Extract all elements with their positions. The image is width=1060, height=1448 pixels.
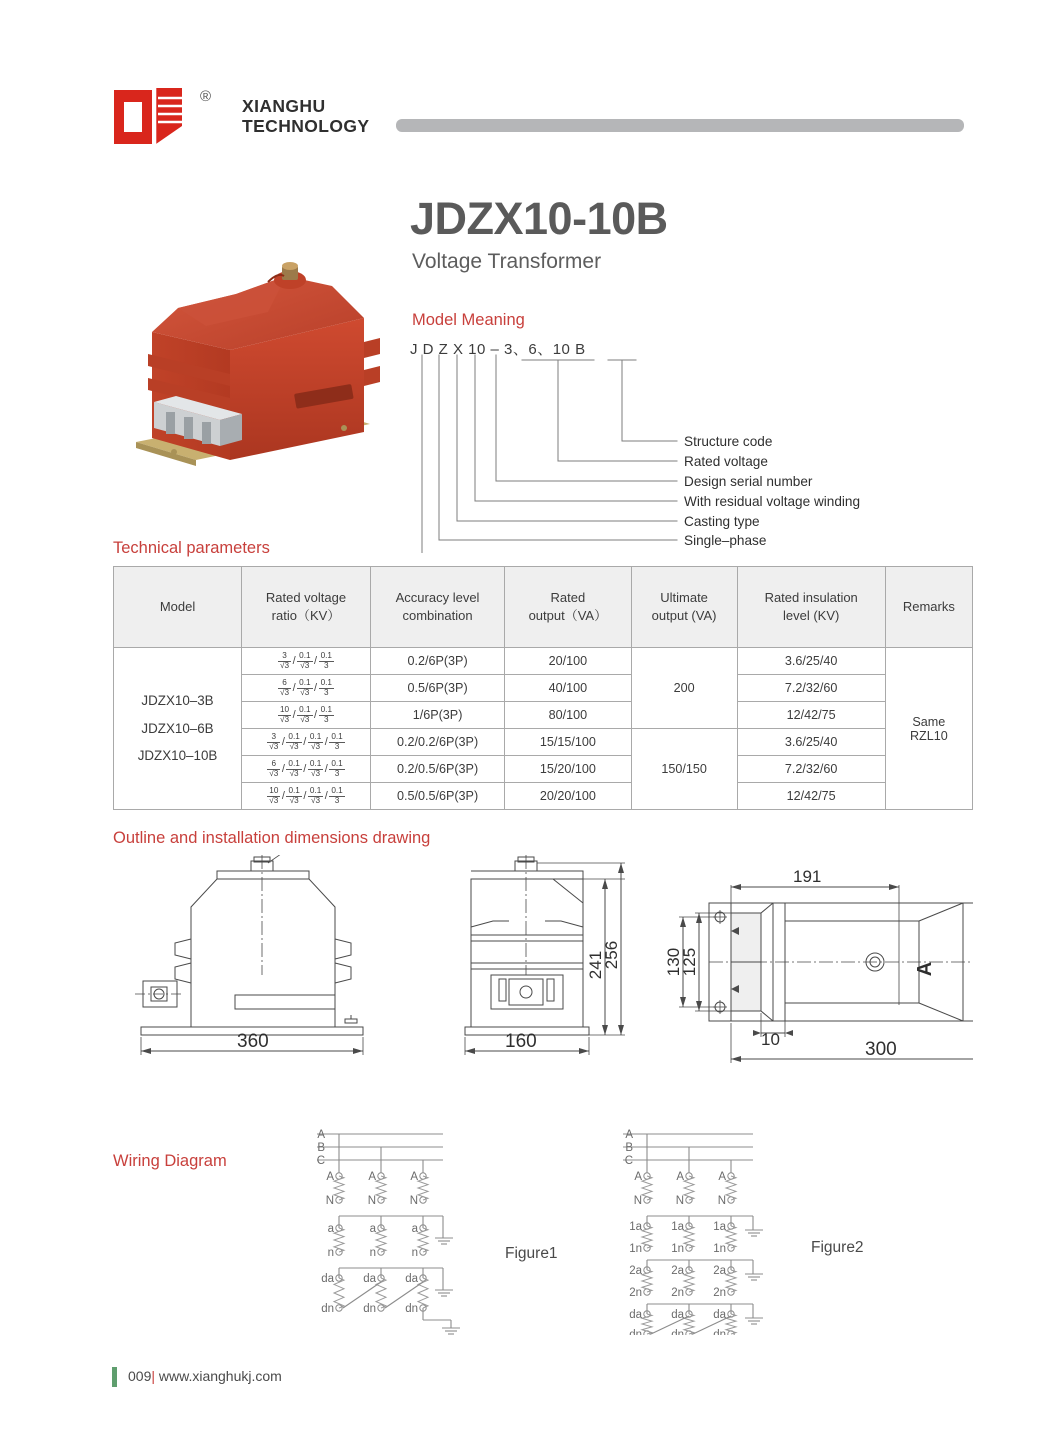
cell-rated-output: 20/20/100	[505, 783, 631, 810]
cell-insulation: 7.2/32/60	[737, 675, 885, 702]
cell-insulation: 7.2/32/60	[737, 756, 885, 783]
footer-accent-tick	[112, 1367, 117, 1387]
col-model: Model	[114, 567, 242, 648]
terminal-label-2a: 2a	[713, 1265, 726, 1277]
cell-ratio: $\frac{10}{√3}$ / $\frac{0.1}{√3}$ / $\frac{0.1}{√3}$ / $\frac{0.1}{3}$	[242, 783, 371, 810]
wiring-figure-2	[623, 1134, 763, 1335]
cell-insulation: 12/42/75	[737, 783, 885, 810]
section-heading-outline: Outline and installation dimensions drawing	[113, 829, 431, 847]
terminal-label-dn: dn	[713, 1329, 726, 1335]
phase-label-A: A	[625, 1129, 633, 1141]
brand-name	[242, 97, 369, 136]
cell-insulation: 3.6/25/40	[737, 729, 885, 756]
model-legend-6	[684, 552, 803, 553]
phase-label-B: B	[625, 1142, 633, 1154]
model-legend-1: Rated voltage	[684, 454, 768, 469]
section-mark-a: A	[914, 961, 936, 977]
phase-label-B: B	[317, 1142, 325, 1154]
table-row	[114, 729, 973, 756]
terminal-label-2a: 2a	[671, 1265, 684, 1277]
wiring-figure-1	[317, 1134, 460, 1334]
product-photo	[118, 246, 408, 486]
drawing-side-view	[135, 855, 363, 1055]
col-rated-insulation: Rated insulation level (KV)	[737, 567, 885, 648]
dim-top-length-outer: 300	[865, 1039, 897, 1060]
header-decorative-bar	[396, 119, 964, 132]
outline-drawings	[113, 855, 973, 1085]
table-body	[114, 648, 973, 810]
cell-accuracy: 0.5/6P(3P)	[370, 675, 504, 702]
terminal-label-A: A	[368, 1171, 376, 1183]
terminal-label-a: a	[327, 1223, 334, 1235]
footer-page-number: 009	[128, 1368, 152, 1384]
dim-side-width: 360	[237, 1031, 269, 1052]
brand-logo	[112, 86, 369, 148]
terminal-label-A: A	[410, 1171, 418, 1183]
footer-separator: |	[151, 1368, 155, 1384]
cell-accuracy: 0.5/0.5/6P(3P)	[370, 783, 504, 810]
cell-rated-output: 40/100	[505, 675, 631, 702]
terminal-label-A: A	[718, 1171, 726, 1183]
table-row	[114, 675, 973, 702]
technical-parameters-table	[113, 566, 973, 810]
page-header	[112, 86, 992, 156]
cell-rated-output: 15/15/100	[505, 729, 631, 756]
terminal-label-dn: dn	[671, 1329, 684, 1335]
page-footer	[0, 1367, 1060, 1389]
dim-front-height-outer: 256	[602, 940, 621, 970]
cell-ultimate-output: 200	[631, 648, 737, 729]
terminal-label-A: A	[676, 1171, 684, 1183]
dim-top-height-outer: 130	[664, 947, 683, 977]
terminal-label-dn: dn	[321, 1303, 334, 1315]
section-heading-model-meaning: Model Meaning	[412, 311, 525, 329]
terminal-label-da: da	[629, 1309, 642, 1321]
model-meaning-diagram	[405, 338, 965, 553]
table-row	[114, 648, 973, 675]
terminal-label-2a: 2a	[629, 1265, 642, 1277]
cell-rated-output: 15/20/100	[505, 756, 631, 783]
model-legend-4: Casting type	[684, 514, 760, 529]
cell-accuracy: 0.2/0.2/6P(3P)	[370, 729, 504, 756]
page-subtitle: Voltage Transformer	[412, 250, 602, 273]
col-remarks: Remarks	[885, 567, 972, 648]
dim-front-width: 160	[505, 1031, 537, 1052]
table-row	[114, 756, 973, 783]
terminal-label-a: a	[411, 1223, 418, 1235]
terminal-label-1n: 1n	[713, 1243, 726, 1255]
footer-text	[128, 1368, 282, 1384]
terminal-label-N: N	[633, 1195, 642, 1207]
registered-mark-icon: ®	[200, 88, 212, 105]
table-header-row	[114, 567, 973, 648]
terminal-label-1n: 1n	[629, 1243, 642, 1255]
terminal-label-1a: 1a	[713, 1221, 726, 1233]
cell-ratio: $\frac{3}{√3}$ / $\frac{0.1}{√3}$ / $\frac{0.1}{√3}$ / $\frac{0.1}{3}$	[242, 729, 371, 756]
section-heading-technical-parameters: Technical parameters	[113, 539, 270, 557]
footer-website: www.xianghukj.com	[158, 1368, 282, 1384]
terminal-label-dn: dn	[405, 1303, 418, 1315]
terminal-label-n: n	[411, 1247, 418, 1259]
cell-insulation: 12/42/75	[737, 702, 885, 729]
cell-ratio: $\frac{6}{√3}$ / $\frac{0.1}{√3}$ / $\frac{0.1}{√3}$ / $\frac{0.1}{3}$	[242, 756, 371, 783]
xianghu-logo-icon	[112, 86, 212, 148]
figure1-label: Figure1	[505, 1245, 558, 1262]
terminal-label-2n: 2n	[629, 1287, 642, 1299]
cell-ratio: $\frac{3}{√3}$ / $\frac{0.1}{√3}$ / $\frac{0.1}{3}$	[242, 648, 371, 675]
brand-name-line1: XIANGHU	[242, 96, 326, 117]
cell-accuracy: 1/6P(3P)	[370, 702, 504, 729]
cell-model: JDZX10–3B JDZX10–6B JDZX10–10B	[114, 648, 242, 810]
terminal-label-1a: 1a	[671, 1221, 684, 1233]
dim-top-length-inner: 191	[793, 867, 822, 886]
phase-label-A: A	[317, 1129, 325, 1141]
model-legend-3: With residual voltage winding	[684, 494, 861, 509]
terminal-label-1n: 1n	[671, 1243, 684, 1255]
terminal-label-1a: 1a	[629, 1221, 642, 1233]
terminal-label-da: da	[405, 1273, 418, 1285]
terminal-label-A: A	[326, 1171, 334, 1183]
cell-accuracy: 0.2/6P(3P)	[370, 648, 504, 675]
cell-rated-output: 20/100	[505, 648, 631, 675]
terminal-label-A: A	[634, 1171, 642, 1183]
model-legend-5: Single–phase	[684, 533, 767, 548]
cell-remarks: Same RZL10	[885, 648, 972, 810]
terminal-label-da: da	[671, 1309, 684, 1321]
dim-top-height-inner: 125	[680, 947, 699, 977]
col-accuracy-level: Accuracy level combination	[370, 567, 504, 648]
table-row	[114, 702, 973, 729]
terminal-label-N: N	[717, 1195, 726, 1207]
terminal-label-n: n	[327, 1247, 334, 1259]
model-legend-0: Structure code	[684, 434, 773, 449]
page-title: JDZX10-10B	[410, 193, 668, 244]
terminal-label-N: N	[675, 1195, 684, 1207]
terminal-label-da: da	[363, 1273, 376, 1285]
terminal-label-dn: dn	[363, 1303, 376, 1315]
terminal-label-2n: 2n	[713, 1287, 726, 1299]
cell-rated-output: 80/100	[505, 702, 631, 729]
terminal-label-da: da	[321, 1273, 334, 1285]
col-ultimate-output: Ultimate output (VA)	[631, 567, 737, 648]
wiring-diagrams	[113, 1120, 973, 1335]
section-heading-wiring: Wiring Diagram	[113, 1152, 227, 1170]
terminal-label-N: N	[367, 1195, 376, 1207]
terminal-label-n: n	[369, 1247, 376, 1259]
terminal-label-N: N	[325, 1195, 334, 1207]
model-legend-2: Design serial number	[684, 474, 813, 489]
table-row	[114, 783, 973, 810]
col-rated-output: Rated output（VA）	[505, 567, 631, 648]
col-rated-voltage-ratio: Rated voltage ratio（KV）	[242, 567, 371, 648]
terminal-label-a: a	[369, 1223, 376, 1235]
terminal-label-2n: 2n	[671, 1287, 684, 1299]
dim-top-offset: 10	[761, 1030, 780, 1049]
terminal-label-da: da	[713, 1309, 726, 1321]
brand-name-line2: TECHNOLOGY	[242, 116, 370, 136]
terminal-label-N: N	[409, 1195, 418, 1207]
figure2-label: Figure2	[811, 1239, 864, 1256]
cell-ultimate-output: 150/150	[631, 729, 737, 810]
cell-accuracy: 0.2/0.5/6P(3P)	[370, 756, 504, 783]
model-code-string: J D Z X 10 – 3、6、10 B	[410, 341, 586, 358]
dim-front-height-inner: 241	[586, 950, 605, 980]
cell-insulation: 3.6/25/40	[737, 648, 885, 675]
terminal-label-dn: dn	[629, 1329, 642, 1335]
phase-label-C: C	[624, 1155, 633, 1167]
cell-ratio: $\frac{6}{√3}$ / $\frac{0.1}{√3}$ / $\frac{0.1}{3}$	[242, 675, 371, 702]
dim-bolt-m8	[295, 855, 316, 857]
cell-ratio: $\frac{10}{√3}$ / $\frac{0.1}{√3}$ / $\frac{0.1}{3}$	[242, 702, 371, 729]
phase-label-C: C	[316, 1155, 325, 1167]
